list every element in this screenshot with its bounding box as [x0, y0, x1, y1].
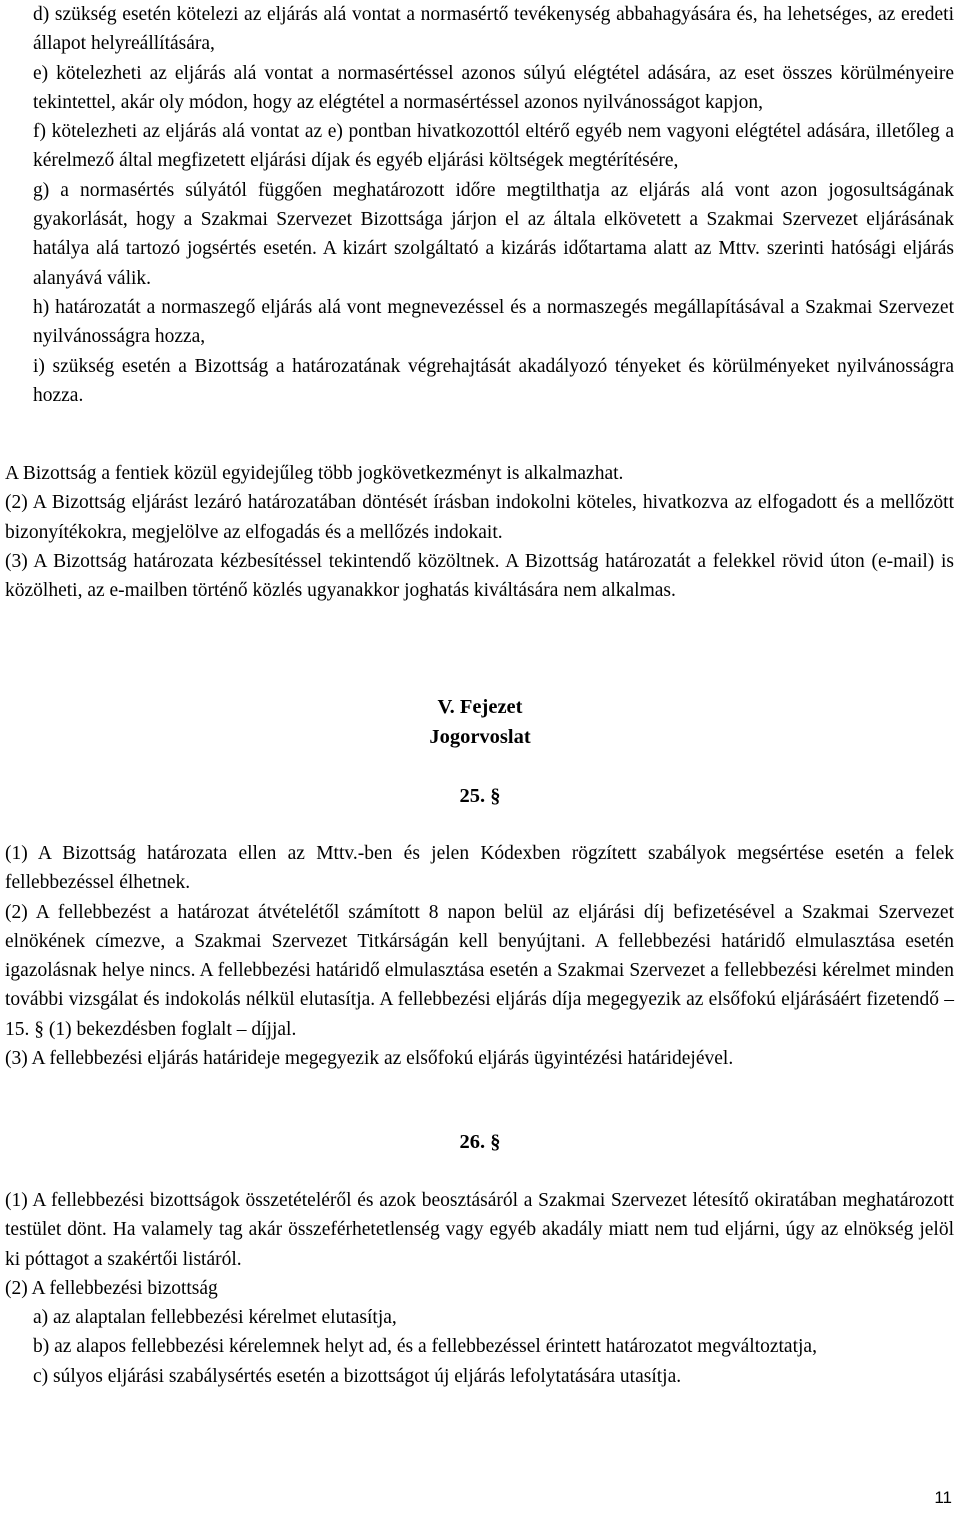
section-25: [0, 839, 960, 1073]
chapter-title: Jogorvoslat: [429, 726, 531, 748]
section-26-mark: 26. §: [459, 1131, 501, 1153]
list-item-g: g) a normasértés súlyától függően meghatározott időre megtilthatja az eljárás alá vont azon jogosultságának gyakorlását, hogy a Szakmai Szervezet Bizottsága járjon el az általa elkövetett a Szakmai Szervezet eljárásának hatálya alá tartozó jogsértés esetén. A kizárt szolgáltató a kizárás időtartama alatt az Mttv. szerinti hatósági eljárás alanyává válik.: [33, 179, 954, 289]
section-26-item-c: c) súlyos eljárási szabálysértés esetén a bizottságot új eljárás lefolytatására utasítja.: [33, 1365, 682, 1387]
section-26: [0, 1186, 960, 1391]
list-item-d: d) szükség esetén kötelezi az eljárás alá vontat a normasértő tevékenység abbahagyására és, ha lehetséges, az eredeti állapot helyreállítására,: [33, 4, 954, 55]
paragraph-3-delivery: (3) A Bizottság határozata kézbesítéssel tekintendő közöltnek. A Bizottság határozatát a felekkel rövid úton (e-mail) is közölheti, az e-mailben történő közlés ugyanakkor joghatás kiváltására nem alkalmas.: [5, 550, 954, 602]
paragraph-2-reasoning: (2) A Bizottság eljárást lezáró határozatában döntését írásban indokolni köteles, hivatkozva az elfogadott és a mellőzött bizonyítékokra, megjelölve az elfogadás és a mellőzés indokait.: [5, 492, 954, 543]
section-25-paragraph-3: (3) A fellebbezési eljárás határideje megegyezik az elsőfokú eljárás ügyintézési határidejével.: [5, 1048, 734, 1070]
list-item-f: f) kötelezheti az eljárás alá vontat az e) pontban hivatkozottól eltérő egyéb nem vagyoni elégtétel adására, illetőleg a kérelmező által megfizetett eljárási díjak és egyéb eljárási költségek megtérítésére,: [33, 121, 954, 172]
list-item-i: i) szükség esetén a Bizottság a határozatának végrehajtását akadályozó tényeket és körülményeket nyilvánosságra hozza.: [33, 355, 954, 406]
combined-sanctions-paragraph: A Bizottság a fentiek közül egyidejűleg több jogkövetkezményt is alkalmazhat.: [5, 463, 624, 484]
section-25-paragraph-2: (2) A fellebbezést a határozat átvételétől számított 8 napon belül az eljárási díj befizetésével a Szakmai Szervezet elnökének címezve, a Szakmai Szervezet Titkárságán kell benyújtani. A fellebbezési határidő elmulasztása esetén igazolásnak helye nincs. A fellebbezési határidő elmulasztása esetén a Szakmai Szervezet a fellebbezési kérelmet minden további vizsgálat és indokolás nélkül elutasítja. A fellebbezési eljárás díja megegyezik az elsőfokú eljárásáért fizetendő – 15. § (1) bekezdésben foglalt – díjjal.: [5, 901, 954, 1040]
section-26-item-a: a) az alaptalan fellebbezési kérelmet elutasítja,: [33, 1307, 397, 1329]
sanctions-list: [0, 0, 960, 410]
section-26-item-b: b) az alapos fellebbezési kérelemnek helyt ad, és a fellebbezéssel érintett határozatot megváltoztatja,: [33, 1336, 817, 1358]
page-number: 11: [934, 1488, 952, 1507]
list-item-e: e) kötelezheti az eljárás alá vontat a normasértéssel azonos súlyú elégtétel adására, az eset összes körülményeire tekintettel, akár oly módon, hogy az elégtétel a normasértéssel azonos nyilvánosságot kapjon,: [33, 62, 954, 113]
chapter-number: V. Fejezet: [437, 696, 523, 718]
section-26-paragraph-1: (1) A fellebbezési bizottságok összetételéről és azok beosztásáról a Szakmai Szervezet létesítő okiratában meghatározott testület dönt. Ha valamely tag akár összeférhetetlenség vagy egyéb akadály miatt nem tud eljárni, úgy az elnökség jelöl ki póttagot a szakértői listáról.: [5, 1190, 954, 1270]
section-25-paragraph-1: (1) A Bizottság határozata ellen az Mttv.-ben és jelen Kódexben rögzített szabályok megsértése esetén a felek fellebbezéssel élhetnek.: [5, 843, 954, 894]
list-item-h: h) határozatát a normaszegő eljárás alá vont megnevezéssel és a normaszegés megállapításával a Szakmai Szervezet nyilvánosságra hozza,: [33, 296, 954, 348]
chapter-heading: [0, 692, 960, 752]
section-26-paragraph-2: (2) A fellebbezési bizottság: [5, 1277, 218, 1299]
section-24-closing: [0, 459, 960, 605]
section-25-mark: 25. §: [459, 785, 501, 807]
